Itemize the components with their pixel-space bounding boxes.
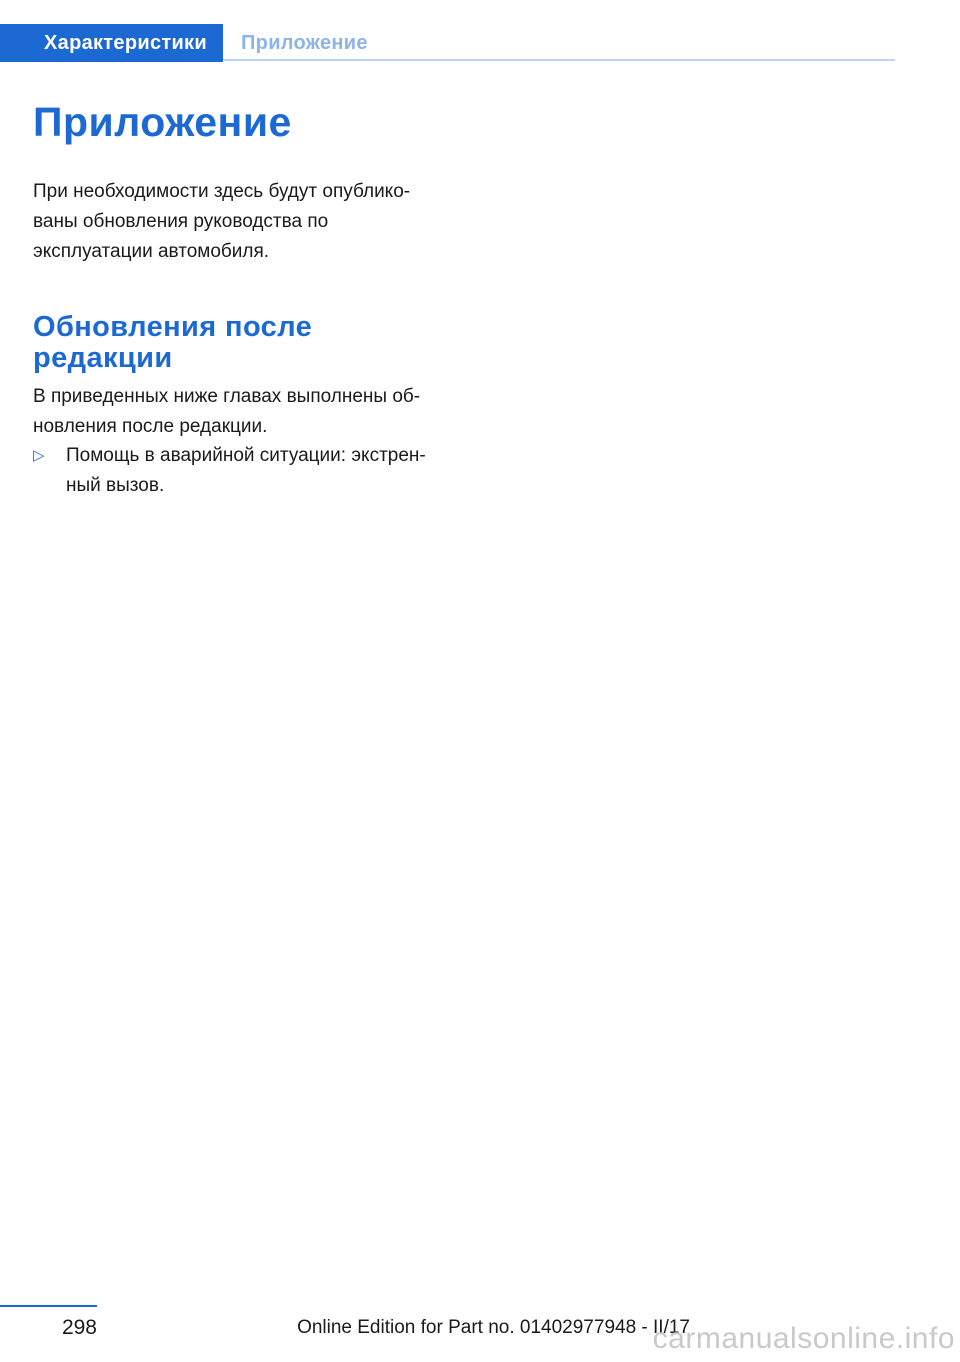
header-rule (223, 59, 895, 61)
triangle-bullet-icon: ▷ (33, 447, 45, 464)
intro-line: При необходимости здесь будут опублико- (33, 181, 411, 202)
tab-characteristics[interactable]: Характеристики (0, 24, 223, 62)
intro-line: эксплуатации автомобиля. (33, 241, 270, 262)
intro-line: ваны обновления руководства по (33, 211, 329, 232)
intro-paragraph (33, 177, 453, 267)
section-line: новления после редакции. (33, 416, 268, 437)
edition-note: Online Edition for Part no. 01402977948 - II/17 (297, 1317, 690, 1338)
section-line: В приведенных ниже главах выполнены об- (33, 386, 421, 407)
list-item-line: Помощь в аварийной ситуации: экстрен- (66, 445, 426, 466)
header-bar (0, 24, 895, 62)
section-title-line: Обновления после (33, 311, 313, 343)
watermark: carmanualsonline.info (652, 1322, 955, 1355)
list-item-text (66, 441, 466, 501)
list-item-line: ный вызов. (66, 475, 165, 496)
section-title (33, 312, 433, 374)
page-title: Приложение (33, 99, 292, 145)
page-number: 298 (61, 1316, 97, 1339)
tab-appendix[interactable]: Приложение (241, 32, 368, 54)
section-title-line: редакции (33, 342, 173, 374)
footer-rule (0, 1305, 97, 1307)
section-paragraph (33, 382, 453, 442)
